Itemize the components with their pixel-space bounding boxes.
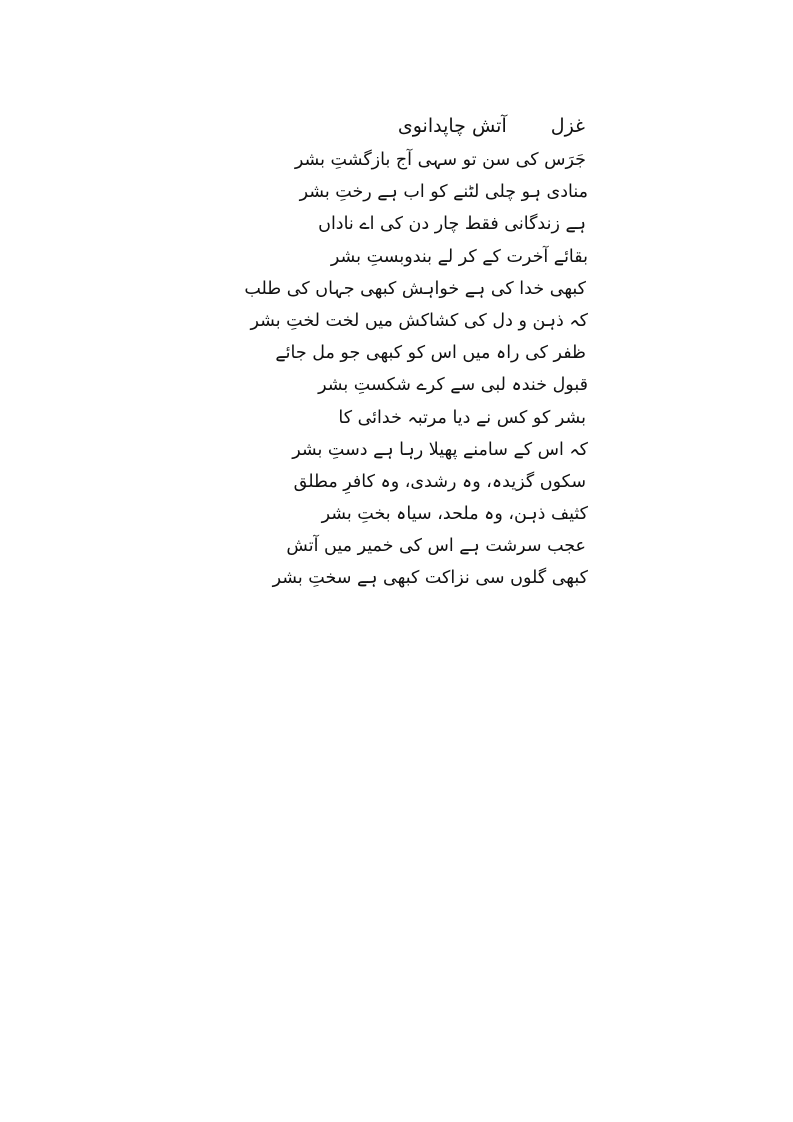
- verse-line: منادی ہو چلی لٹنے کو اب ہے رختِ بشر: [299, 182, 588, 203]
- verse-line: ظفر کی راہ میں اس کو کبھی جو مل جائے: [275, 343, 586, 364]
- verse-line: سکوں گزیدہ، وہ رشدی، وہ کافرِ مطلق: [293, 471, 586, 492]
- poet-name: آتش چاپدانوی: [397, 115, 507, 137]
- verse-line: کثیف ذہن، وہ ملحد، سیاہ بختِ بشر: [321, 504, 588, 525]
- verse-line: کبھی خدا کی ہے خواہش کبھی جہاں کی طلب: [244, 278, 586, 299]
- verse-line: ہے زندگانی فقط چار دن کی اے ناداں: [318, 214, 586, 235]
- verse-line: عجب سرشت ہے اس کی خمیر میں آتش: [286, 536, 586, 557]
- verse-line: کبھی گلوں سی نزاکت کبھی ہے سختِ بشر: [272, 568, 588, 589]
- verse-line: بشر کو کس نے دیا مرتبہ خدائی کا: [338, 407, 586, 428]
- verse-line: کہ ذہن و دل کی کشاکش میں لخت لختِ بشر: [250, 310, 588, 331]
- verse-line: جَرَس کی سن تو سہی آج بازگشتِ بشر: [294, 150, 586, 170]
- ghazal-block: [244, 108, 590, 595]
- verse-list: [244, 144, 590, 595]
- verse-line: کہ اس کے سامنے پھیلا رہا ہے دستِ بشر: [292, 439, 588, 460]
- poem-form-label: غزل: [550, 115, 585, 137]
- poem-heading: [340, 108, 590, 144]
- verse-line: قبول خندہ لبی سے کرے شکستِ بشر: [318, 375, 588, 396]
- verse-line: بقائے آخرت کے کر لے بندوبستِ بشر: [330, 246, 588, 267]
